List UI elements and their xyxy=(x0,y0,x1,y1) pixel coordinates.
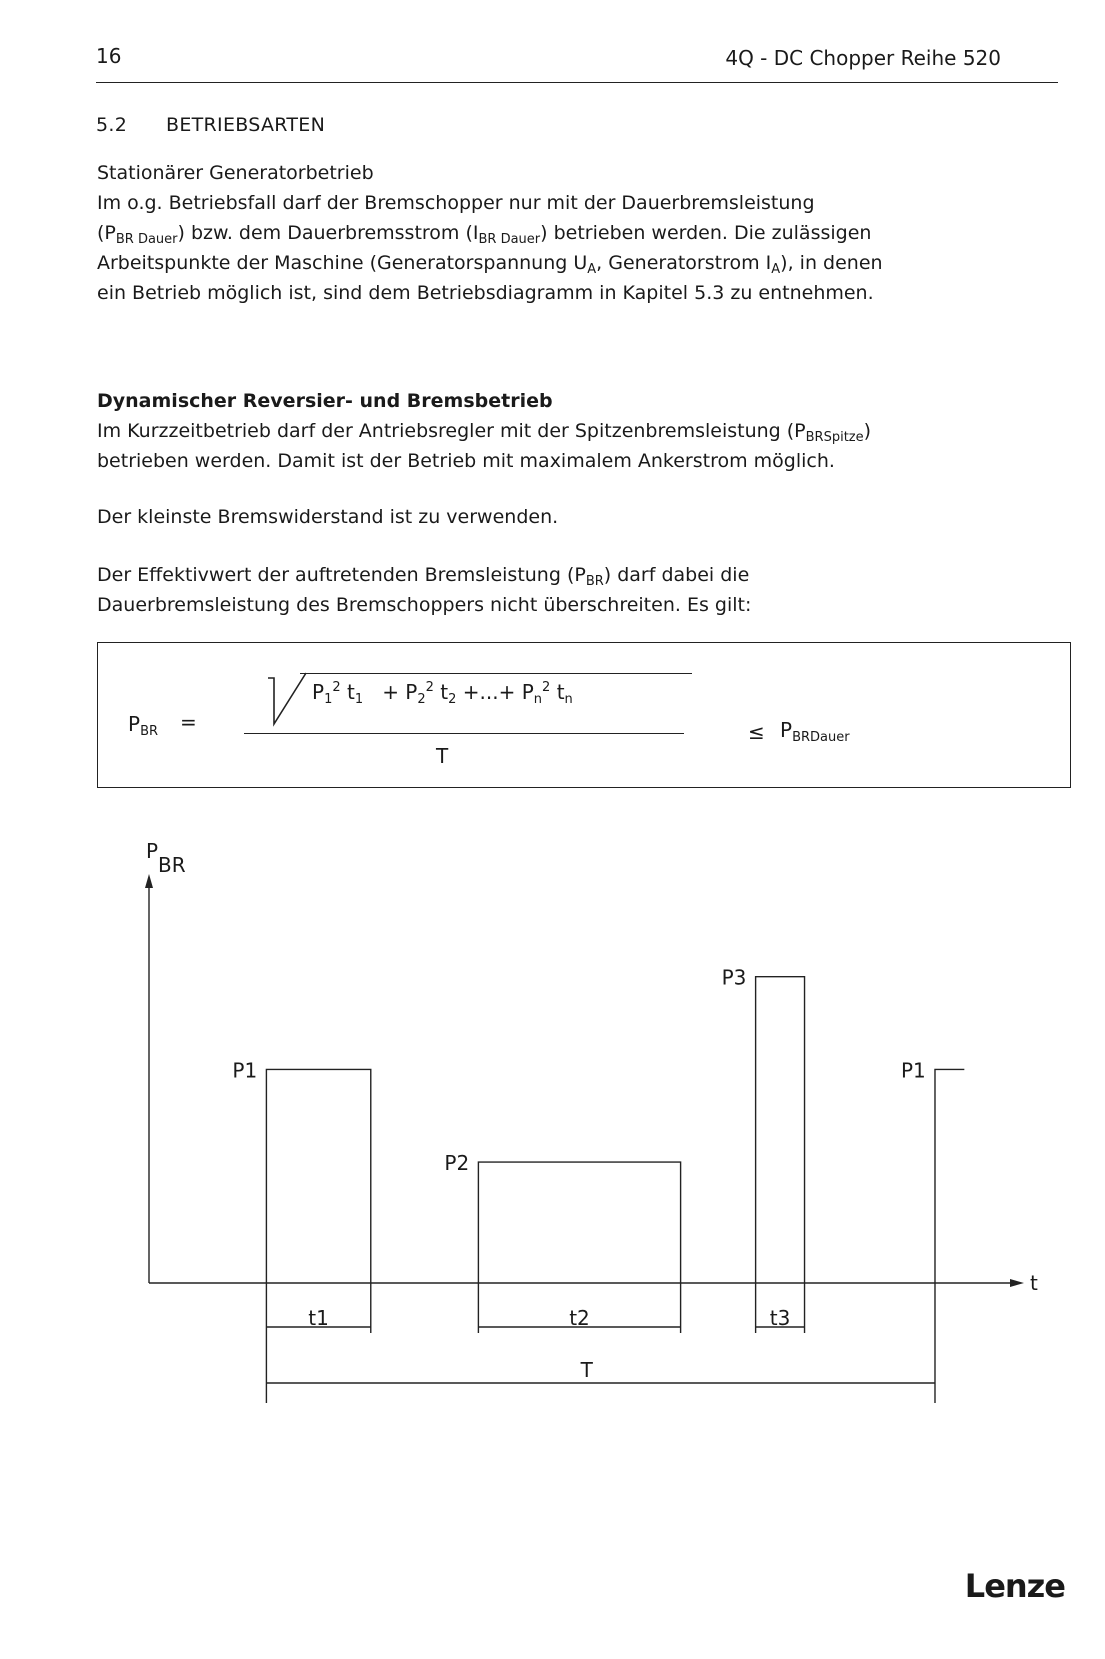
text-run: ), in denen xyxy=(780,252,883,274)
text-run: , Generatorstrom I xyxy=(596,252,772,274)
symbol: + P xyxy=(382,680,418,704)
x-axis-arrow xyxy=(1010,1279,1024,1287)
symbol: t xyxy=(346,680,355,704)
pulse-label-2: P2 xyxy=(444,1151,470,1176)
symbol: P xyxy=(128,712,141,736)
y-axis-arrow xyxy=(145,874,153,888)
subscript: A xyxy=(771,262,781,277)
chart-marks xyxy=(232,966,964,1403)
subscript: A xyxy=(587,262,597,277)
generator-heading: Stationärer Generatorbetrieb xyxy=(97,162,374,184)
text-run: (P xyxy=(97,222,116,244)
superscript: 2 xyxy=(425,680,434,695)
subscript: 1 xyxy=(354,692,364,707)
subscript: BR xyxy=(140,724,159,739)
duration-label-t3: t3 xyxy=(769,1306,791,1330)
formula-leq: ≤ xyxy=(748,720,765,744)
generator-line-1: Im o.g. Betriebsfall darf der Bremschopper nur mit der Dauerbremsleistung xyxy=(97,192,815,214)
subscript: BR xyxy=(585,574,604,589)
subscript: BRSpitze xyxy=(805,430,864,445)
pulse-4 xyxy=(935,1069,964,1333)
dynamic-line-3: Der kleinste Bremswiderstand ist zu verwenden. xyxy=(97,506,559,528)
symbol: P xyxy=(780,718,793,742)
text-run: ) bzw. dem Dauerbremsstrom (I xyxy=(177,222,479,244)
pulse-label-3: P3 xyxy=(721,965,747,990)
text-run: Der Effektivwert der auftretenden Bremsleistung (P xyxy=(97,564,586,586)
subscript: BR Dauer xyxy=(478,232,541,247)
y-axis-label-subscript: BR xyxy=(158,853,186,877)
symbol: +...+ P xyxy=(462,680,534,704)
pulse-label-1: P1 xyxy=(232,1058,258,1083)
superscript: 2 xyxy=(332,680,341,695)
dynamic-line-2: betrieben werden. Damit ist der Betrieb mit maximalem Ankerstrom möglich. xyxy=(97,450,835,472)
text-run: Arbeitspunkte der Maschine (Generatorspannung U xyxy=(97,252,588,274)
pulse-label-4: P1 xyxy=(900,1058,926,1083)
pulse-3 xyxy=(756,977,805,1333)
dynamic-line-5: Dauerbremsleistung des Bremschoppers nicht überschreiten. Es gilt: xyxy=(97,594,752,616)
superscript: 2 xyxy=(542,680,551,695)
subscript: BR Dauer xyxy=(115,232,178,247)
dynamic-heading: Dynamischer Reversier- und Bremsbetrieb xyxy=(97,390,553,412)
x-axis-label: t xyxy=(1030,1271,1038,1295)
symbol: t xyxy=(440,680,449,704)
text-run: ) xyxy=(863,420,872,442)
y-axis-label: P xyxy=(146,839,159,863)
document-title: 4Q - DC Chopper Reihe 520 xyxy=(725,46,1001,70)
formula-equals: = xyxy=(180,710,197,734)
subscript: 2 xyxy=(448,692,457,707)
subscript: 1 xyxy=(324,692,333,707)
subscript: 2 xyxy=(417,692,426,707)
subscript: n xyxy=(533,692,543,707)
page-number: 16 xyxy=(96,44,122,68)
pulse-1 xyxy=(266,1069,370,1333)
formula-denominator: T xyxy=(436,744,449,768)
period-label: T xyxy=(580,1358,593,1382)
section-title: BETRIEBSARTEN xyxy=(166,114,326,136)
symbol: P xyxy=(312,680,325,704)
subscript: BRDauer xyxy=(792,730,850,745)
text-run: Im Kurzzeitbetrieb darf der Antriebsregler mit der Spitzenbremsleistung (P xyxy=(97,420,806,442)
generator-line-4: ein Betrieb möglich ist, sind dem Betriebsdiagramm in Kapitel 5.3 zu entnehmen. xyxy=(97,282,874,304)
lenze-logo: Lenze xyxy=(964,1567,1065,1605)
subscript: n xyxy=(564,692,573,707)
symbol: t xyxy=(556,680,565,704)
text-run: ) darf dabei die xyxy=(603,564,750,586)
duration-label-t2: t2 xyxy=(569,1306,590,1330)
duration-label-t1: t1 xyxy=(308,1306,329,1330)
text-run: ) betrieben werden. Die zulässigen xyxy=(540,222,872,244)
section-number: 5.2 xyxy=(96,114,128,136)
